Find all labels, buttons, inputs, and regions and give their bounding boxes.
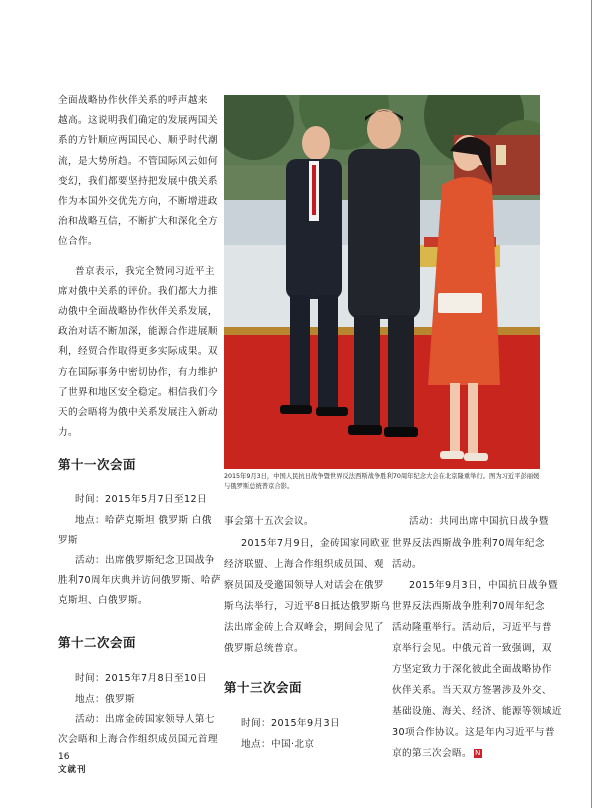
meeting-13-place: 地点：中国·北京 [241, 739, 315, 750]
col1-line: 动俄中全面战略协作伙伴关系发展， [58, 306, 218, 317]
heading-meeting-13: 第十三次会面 [224, 680, 303, 695]
col3-line-3: 活动。 [392, 559, 422, 570]
end-mark-icon: N [475, 748, 481, 757]
col2-line-4: 察员国及受邀国领导人对话会在俄罗 [224, 580, 384, 591]
col2-line-1: 事会第十五次会议。 [224, 516, 314, 527]
heading-meeting-12: 第十二次会面 [58, 635, 137, 650]
col3-line-12 [392, 744, 482, 764]
col2-line-3: 经济联盟、上海合作组织成员国、观 [224, 559, 384, 570]
page-number: 16 [58, 752, 70, 762]
col1-line: 普京表示，我完全赞同习近平主 [75, 265, 215, 277]
meeting-12-activity-1: 活动：出席金砖国家领导人第七 [75, 714, 215, 725]
col3-last-line-text: 京的第三次会晤。 [392, 748, 472, 759]
meeting-13-time: 时间：2015年9月3日 [241, 718, 340, 729]
col1-line: 变幻，我们都要坚持把发展中俄关系 [58, 175, 218, 187]
col1-line: 作为本国外交优先方向，不断增进政 [58, 196, 218, 207]
meeting-12-time: 时间：2015年7月8日至10日 [75, 673, 207, 684]
col3-line-10: 基础设施、海关、经济、能源等领域近 [392, 706, 562, 717]
col1-line: 利，经贸合作取得更多实际成果。双 [58, 346, 218, 358]
col1-line: 天的会晤将为俄中关系发展注入新动 [58, 407, 218, 418]
meeting-11-time: 时间：2015年5月7日至12日 [75, 494, 207, 505]
col2-line-5: 斯乌法举行，习近平8日抵达俄罗斯乌 [224, 601, 391, 612]
meeting-12-activity-2: 次会晤和上海合作组织成员国元首理 [58, 734, 218, 745]
photo-caption: 2015年9月3日，中国人民抗日战争暨世界反法西斯战争胜利70周年纪念大会在北京隆重举行。图为习近平彭丽媛与俄罗斯总统普京合影。 [224, 473, 540, 490]
col2-line-2: 2015年7月9日，金砖国家同欧亚 [241, 538, 390, 549]
page-edge-line [591, 0, 592, 808]
col1-line: 治和战略互信，不断扩大和深化全方 [58, 216, 218, 228]
col3-line-9: 伙伴关系。当天双方签署涉及外交、 [392, 685, 552, 696]
col1-line: 全面战略协作伙伴关系的呼声越来 [58, 95, 208, 106]
meeting-11-place-2: 罗斯 [58, 535, 78, 546]
col3-line-11: 30项合作协议。这是年内习近平与普 [392, 727, 555, 738]
col1-line: 越高。这说明我们确定的发展两国关 [58, 115, 218, 127]
col1-line: 力。 [58, 427, 78, 439]
meeting-12-place: 地点：俄罗斯 [75, 694, 135, 705]
col1-line: 了世界和地区安全稳定。相信我们今 [58, 386, 218, 398]
col3-line-2: 世界反法西斯战争胜利70周年纪念 [392, 538, 545, 549]
meeting-11-activity-1: 活动：出席俄罗斯纪念卫国战争 [75, 555, 215, 566]
col3-line-6: 活动隆重举行。活动后，习近平与普 [392, 622, 552, 633]
col3-line-7: 京举行会见。中俄元首一致强调，双 [392, 643, 552, 654]
col3-line-8: 方坚定致力于深化彼此全面战略协作 [392, 664, 552, 675]
heading-meeting-11: 第十一次会面 [58, 457, 137, 472]
col1-line: 政治对话不断加深，能源合作进展顺 [58, 326, 218, 338]
photo-leaders [224, 95, 540, 469]
meeting-11-activity-2: 胜利70周年庆典并访问俄罗斯、哈萨 [58, 575, 221, 586]
photo-illustration [224, 95, 540, 469]
col3-line-4: 2015年9月3日，中国抗日战争暨 [409, 580, 558, 591]
meeting-11-place-1: 地点：哈萨克斯坦 俄罗斯 白俄 [75, 515, 212, 526]
col1-line: 方在国际事务中密切协作，有力维护 [58, 366, 218, 378]
col1-line: 系的方针顺应两国民心、顺乎时代潮 [58, 135, 218, 147]
col1-line: 流，是大势所趋。不管国际风云如何 [58, 155, 218, 167]
col3-line-5: 世界反法西斯战争胜利70周年纪念 [392, 601, 545, 612]
col2-line-6: 法出席金砖上合双峰会，期间会见了 [224, 622, 384, 633]
col3-line-1: 活动：共同出席中国抗日战争暨 [409, 516, 549, 527]
col1-line: 位合作。 [58, 236, 98, 248]
col1-line: 席对俄中关系的评价。我们都大力推 [58, 285, 218, 297]
publication-name: 文就刊 [58, 765, 87, 775]
meeting-11-activity-3: 克斯坦、白俄罗斯。 [58, 595, 148, 606]
col2-line-7: 俄罗斯总统普京。 [224, 643, 304, 654]
